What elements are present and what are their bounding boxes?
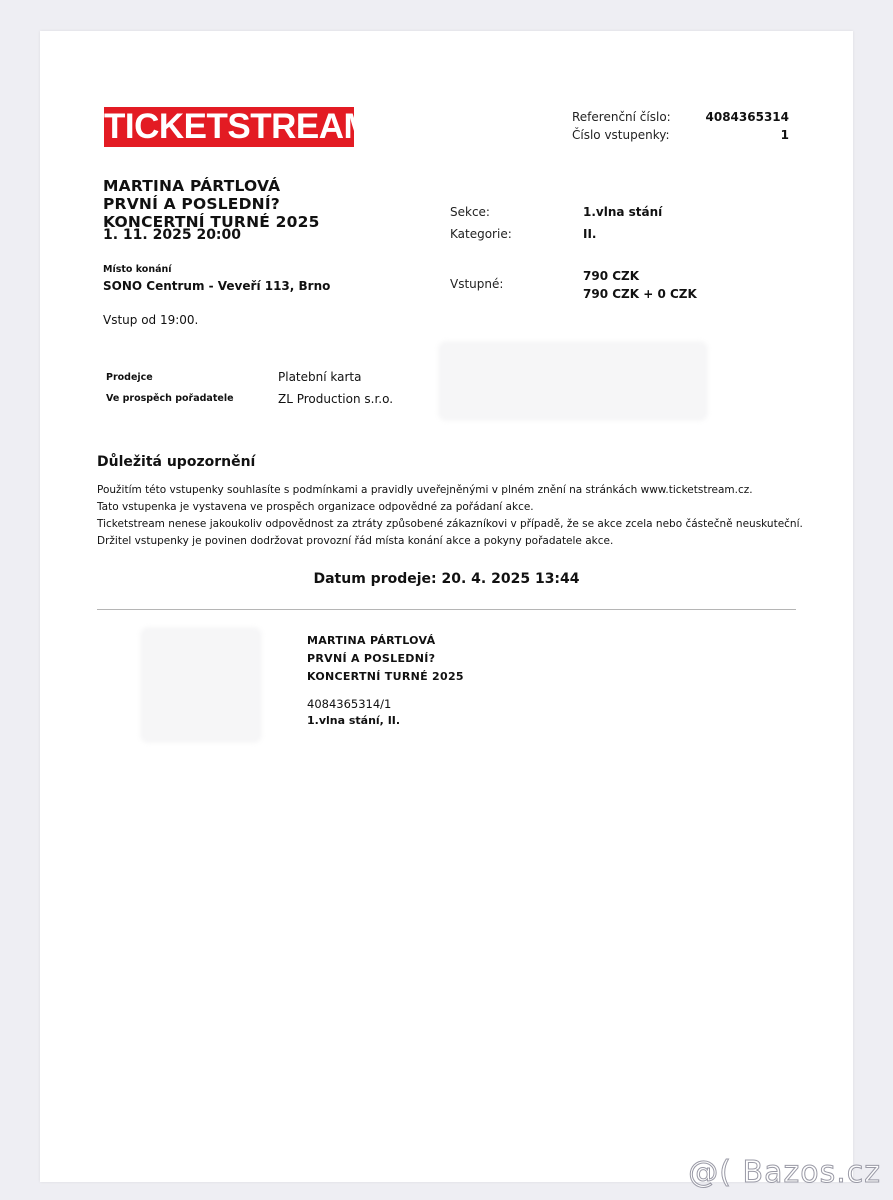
sale-date: Datum prodeje: 20. 4. 2025 13:44 bbox=[313, 571, 580, 587]
seller-value: Platební karta bbox=[278, 370, 362, 384]
notice-line: Tato vstupenka je vystavena ve prospěch organizace odpovědné za pořádaní akce. bbox=[97, 501, 534, 513]
stub-title-line: MARTINA PÁRTLOVÁ bbox=[307, 634, 436, 647]
event-title-line: PRVNÍ A POSLEDNÍ? bbox=[103, 195, 280, 213]
venue-label: Místo konání bbox=[103, 264, 172, 275]
price-label: Vstupné: bbox=[450, 277, 504, 291]
ticket-number-label: Číslo vstupenky: bbox=[572, 128, 670, 142]
price-breakdown: 790 CZK + 0 CZK bbox=[583, 287, 697, 301]
notice-line: Použitím této vstupenky souhlasíte s podmínkami a pravidly uveřejněnými v plném znění na stránkách www.ticketstream.cz. bbox=[97, 484, 753, 496]
category-value: II. bbox=[583, 227, 597, 241]
organizer-value: ZL Production s.r.o. bbox=[278, 392, 394, 406]
venue-address: SONO Centrum - Veveří 113, Brno bbox=[103, 279, 331, 293]
event-title-line: MARTINA PÁRTLOVÁ bbox=[103, 177, 281, 195]
notice-heading: Důležitá upozornění bbox=[97, 454, 256, 470]
stub-title bbox=[307, 632, 464, 686]
notice-text bbox=[97, 482, 803, 550]
ticketstream-logo: TICKETSTREAM bbox=[104, 107, 373, 146]
redacted-qr-area bbox=[140, 627, 262, 743]
divider bbox=[97, 609, 796, 610]
stub-title-line: PRVNÍ A POSLEDNÍ? bbox=[307, 652, 436, 665]
notice-line: Držitel vstupenky je povinen dodržovat provozní řád místa konání akce a pokyny pořadatele akce. bbox=[97, 535, 614, 547]
organizer-label: Ve prospěch pořadatele bbox=[106, 393, 234, 404]
category-label: Kategorie: bbox=[450, 227, 512, 241]
ticket-page bbox=[40, 31, 853, 1182]
event-title bbox=[103, 177, 320, 231]
reference-number-label: Referenční číslo: bbox=[572, 110, 671, 124]
ticket-number-value: 1 bbox=[780, 128, 789, 142]
section-value: 1.vlna stání bbox=[583, 205, 663, 219]
stub-seat: 1.vlna stání, II. bbox=[307, 714, 401, 727]
redacted-barcode-area bbox=[438, 341, 708, 421]
event-title-line: KONCERTNÍ TURNÉ 2025 bbox=[103, 213, 320, 231]
reference-number-value: 4084365314 bbox=[705, 110, 789, 124]
seller-label: Prodejce bbox=[106, 372, 153, 383]
section-label: Sekce: bbox=[450, 205, 490, 219]
price-value: 790 CZK bbox=[583, 269, 640, 283]
bazos-watermark: @( Bazos.cz bbox=[688, 1155, 881, 1190]
event-datetime: 1. 11. 2025 20:00 bbox=[103, 227, 242, 243]
notice-line: Ticketstream nenese jakoukoliv odpovědnost za ztráty způsobené zákazníkovi v případě, že se akce zcela nebo částečně neuskuteční. bbox=[97, 518, 803, 530]
entry-time: Vstup od 19:00. bbox=[103, 313, 199, 327]
stub-code: 4084365314/1 bbox=[307, 697, 392, 711]
stub-title-line: KONCERTNÍ TURNÉ 2025 bbox=[307, 670, 464, 683]
